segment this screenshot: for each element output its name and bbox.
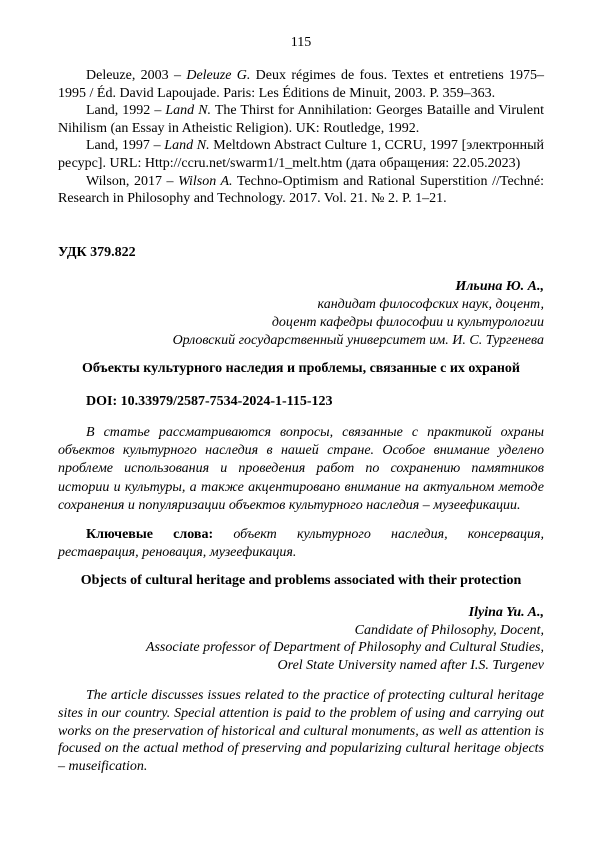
author-affiliation-line: Orel State University named after I.S. Turgenev xyxy=(277,657,544,673)
keywords-ru xyxy=(58,526,544,562)
ref-author: Wilson A. xyxy=(178,173,233,189)
ref-prefix: Land, 1997 – xyxy=(86,138,165,154)
ref-author: Land N. xyxy=(165,103,212,119)
ref-body: Deux régimes de fous. Textes et entretiens 1975–1995 / Éd. David Lapoujade. Paris: Les Éditions de Minuit, 2003. P. 359–363. xyxy=(58,68,545,101)
ref-prefix: Deleuze, 2003 – xyxy=(86,68,187,83)
ref-prefix: Land, 1992 – xyxy=(86,103,166,119)
article-title-ru: Объекты культурного наследия и проблемы, связанные с их охраной xyxy=(82,361,520,376)
reference-item xyxy=(58,102,544,137)
author-block-ru xyxy=(173,278,544,350)
page-number: 115 xyxy=(290,35,312,50)
author-name-ru: Ильина Ю. А., xyxy=(455,279,544,294)
author-name-en: Ilyina Yu. A., xyxy=(468,605,544,620)
keywords-label: Ключевые слова: xyxy=(86,527,214,542)
author-block-en xyxy=(146,604,544,674)
ref-prefix: Wilson, 2017 – xyxy=(86,173,179,189)
author-affiliation-line: кандидат философских наук, доцент, xyxy=(317,297,544,312)
ref-author: Deleuze G. xyxy=(186,68,251,83)
abstract-en: The article discusses issues related to the practice of protecting cultural heritage sites in our country. Special attention is paid to the problem of using and carrying out works on the preservation of historical and cultural monuments, as well as attention is focused on the actual method of preserving and popularizing cultural heritage objects – museification. xyxy=(58,688,544,775)
abstract-ru: В статье рассматриваются вопросы, связанные с практикой охраны объектов культурного наследия в нашей стране. Особое внимание уделено проблеме использования и проведения работ по сохранению памятников истории и культуры, а также акцентировано внимание на актуальном методе сохранения и популяризации объектов культурного наследия – музеефикации. xyxy=(58,425,544,513)
article-title-en: Objects of cultural heritage and problems associated with their protection xyxy=(80,573,522,588)
doi: DOI: 10.33979/2587-7534-2024-1-115-123 xyxy=(86,394,333,409)
reference-item xyxy=(58,137,544,172)
ref-body: Techno-Optimism and Rational Superstition //Techné: Research in Philosophy and Technology. 2017. Vol. 21. № 2. P. 1–21. xyxy=(58,173,544,207)
reference-item xyxy=(58,173,544,208)
ref-body: Meltdown Abstract Culture 1, CCRU, 1997 [электронный ресурс]. URL: Http://ccru.net/swarm1/1_melt.htm (дата обращения: 22.05.2023) xyxy=(58,138,545,171)
reference-item xyxy=(58,67,544,102)
author-affiliation-line: доцент кафедры философии и культурологии xyxy=(271,315,544,330)
author-affiliation-line: Candidate of Philosophy, Docent, xyxy=(354,622,544,638)
ref-author: Land N. xyxy=(164,138,210,154)
references-list xyxy=(58,67,544,208)
udk-code: УДК 379.822 xyxy=(58,245,136,260)
keywords-text: объект культурного наследия, консервация, реставрация, реновация, музеефикация. xyxy=(58,527,544,560)
author-affiliation-line: Орловский государственный университет им. И. С. Тургенева xyxy=(172,333,544,348)
author-affiliation-line: Associate professor of Department of Philosophy and Cultural Studies, xyxy=(145,640,544,655)
ref-body: The Thirst for Annihilation: Georges Bataille and Virulent Nihilism (an Essay in Atheistic Religion). UK: Routledge, 1992. xyxy=(58,103,545,136)
